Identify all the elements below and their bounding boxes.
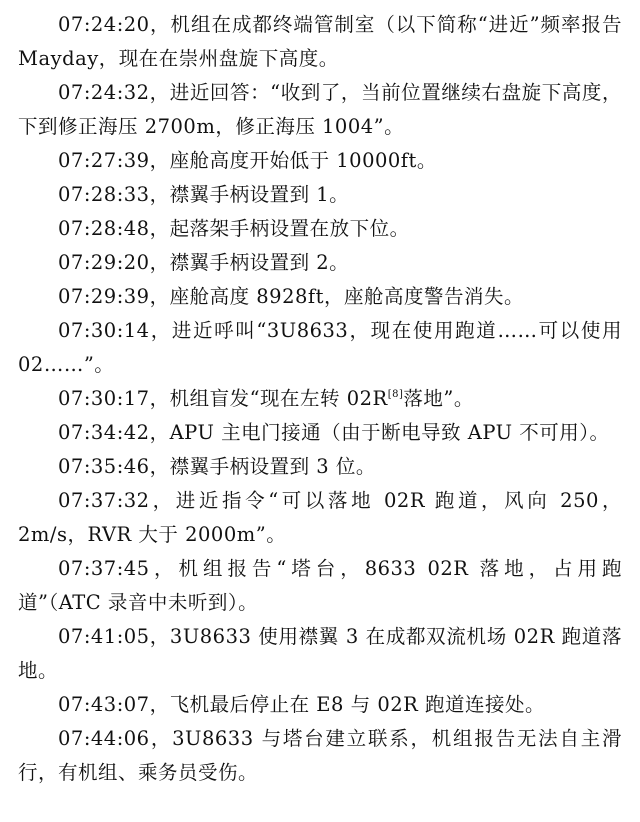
timeline-entry-9-text-end: 落地”。 xyxy=(403,387,474,410)
timeline-entry-12: 07:37:32，进近指令“可以落地 02R 跑道，风向 250，2m/s，RVR 大于 2000m”。 xyxy=(18,489,622,546)
citation-reference: [8] xyxy=(387,389,404,400)
timeline-entry-13: 07:37:45，机组报告“塔台，8633 02R 落地，占用跑道”（ATC 录音中未听到）。 xyxy=(18,557,622,614)
timeline-entry-2: 07:24:32，进近回答：“收到了，当前位置继续右盘旋下高度，下到修正海压 2700m，修正海压 1004”。 xyxy=(18,81,622,138)
timeline-entry-14: 07:41:05，3U8633 使用襟翼 3 在成都双流机场 02R 跑道落地。 xyxy=(18,625,622,682)
timeline-entry-4: 07:28:33，襟翼手柄设置到 1。 xyxy=(58,183,350,206)
timeline-entry-9 xyxy=(18,382,622,416)
timeline-entry-8: 07:30:14，进近呼叫“3U8633，现在使用跑道……可以使用 02……”。 xyxy=(18,319,622,376)
timeline-entry-16: 07:44:06，3U8633 与塔台建立联系，机组报告无法自主滑行，有机组、乘务员受伤。 xyxy=(18,727,622,784)
timeline-entry-1: 07:24:20，机组在成都终端管制室（以下简称“进近”频率报告 Mayday，现在在崇州盘旋下高度。 xyxy=(18,13,622,70)
timeline-entry-6: 07:29:20，襟翼手柄设置到 2。 xyxy=(58,251,350,274)
timeline-entry-15: 07:43:07，飞机最后停止在 E8 与 02R 跑道连接处。 xyxy=(58,693,546,716)
timeline-entry-9-text: 07:30:17，机组盲发“现在左转 02R xyxy=(58,387,388,410)
timeline-entry-10: 07:34:42，APU 主电门接通（由于断电导致 APU 不可用）。 xyxy=(58,421,610,444)
timeline-entry-11: 07:35:46，襟翼手柄设置到 3 位。 xyxy=(58,455,376,478)
timeline-entry-5: 07:28:48，起落架手柄设置在放下位。 xyxy=(58,217,410,240)
timeline-entry-3: 07:27:39，座舱高度开始低于 10000ft。 xyxy=(58,149,437,172)
timeline-entry-7: 07:29:39，座舱高度 8928ft，座舱高度警告消失。 xyxy=(58,285,524,308)
